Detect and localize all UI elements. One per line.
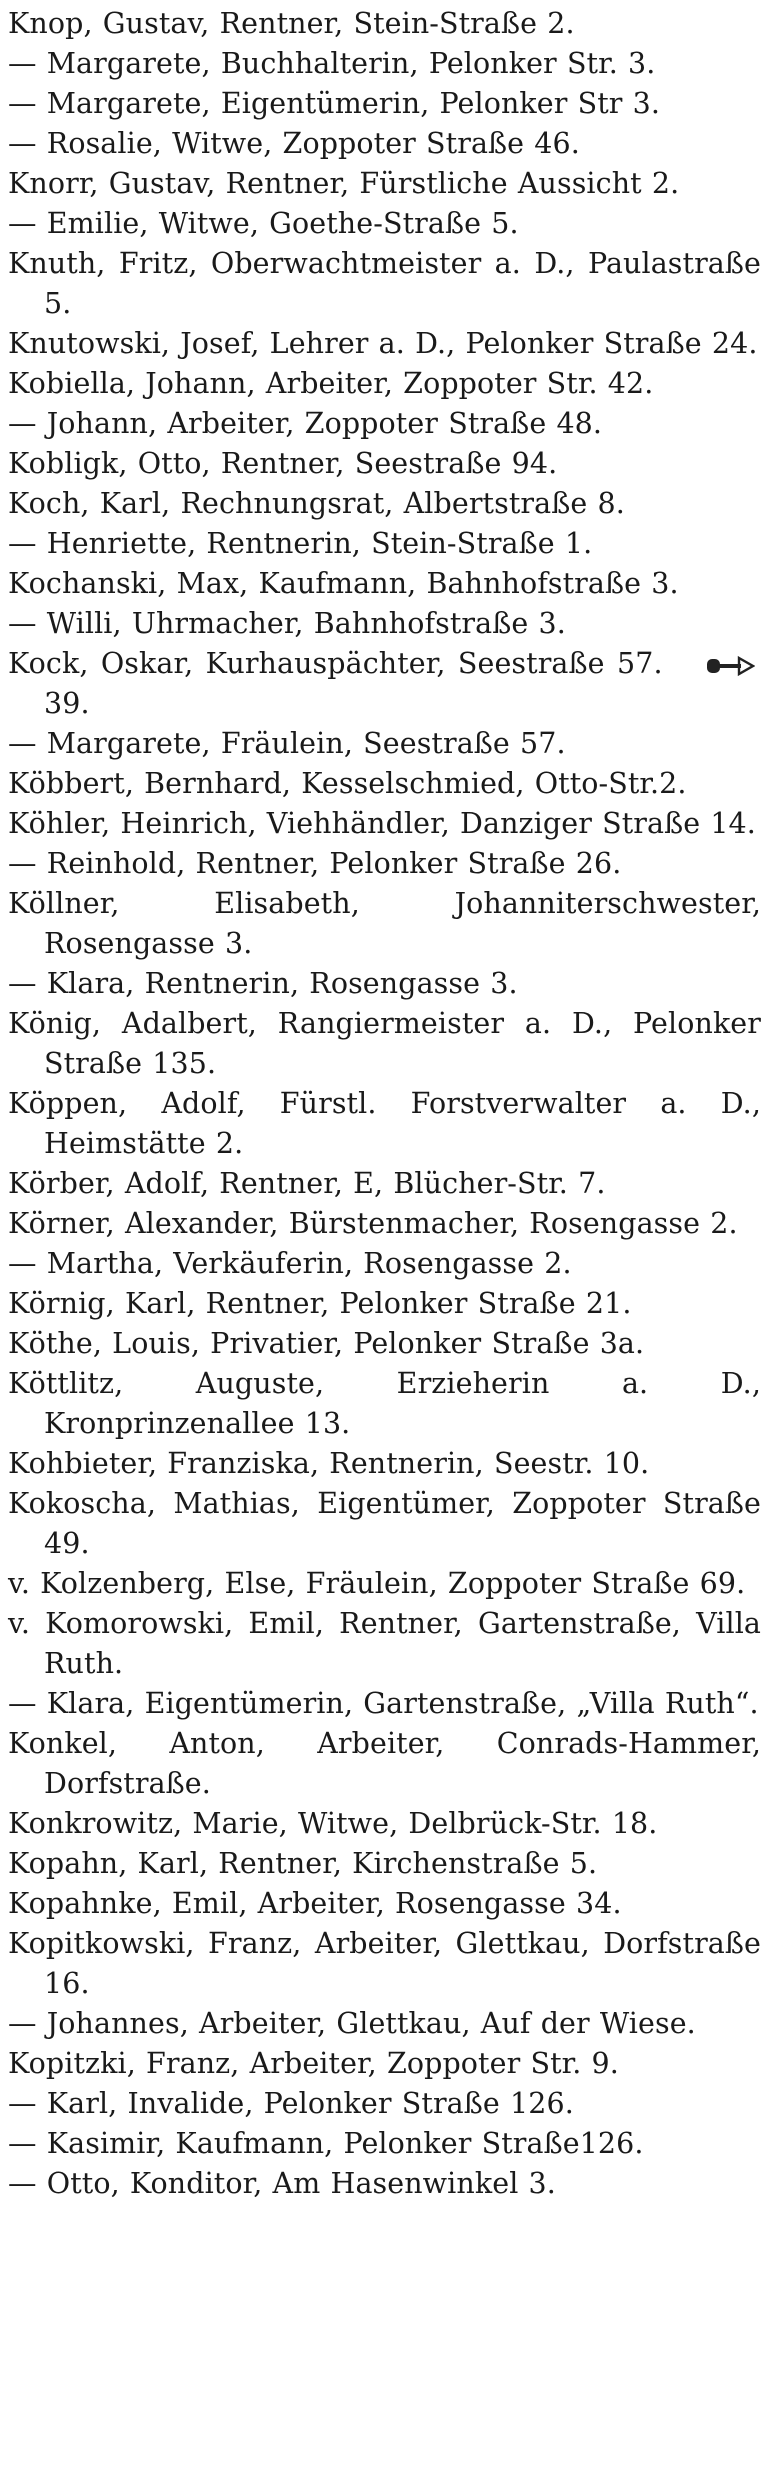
directory-entry: Körnig, Karl, Rentner, Pelonker Straße 21. — [8, 1287, 632, 1320]
phone-number: 39. — [44, 687, 90, 720]
directory-entry: Köbbert, Bernhard, Kesselschmied, Otto-Str.2. — [8, 767, 687, 800]
directory-entry: Kokoscha, Mathias, Eigentümer, Zoppoter Straße 49. — [8, 1487, 761, 1560]
telephone-icon — [705, 655, 755, 677]
directory-entry: Knutowski, Josef, Lehrer a. D., Pelonker Straße 24. — [8, 327, 758, 360]
directory-entry: König, Adalbert, Rangiermeister a. D., Pelonker Straße 135. — [8, 1007, 761, 1080]
directory-entry: — Klara, Eigentümerin, Gartenstraße, „Villa Ruth“. — [8, 1687, 759, 1720]
directory-entry: Konkrowitz, Marie, Witwe, Delbrück-Str. 18. — [8, 1807, 658, 1840]
directory-entry: Kopitkowski, Franz, Arbeiter, Glettkau, Dorfstraße 16. — [8, 1927, 761, 2000]
directory-entry-list — [8, 4, 761, 2204]
directory-entry: Kopahn, Karl, Rentner, Kirchenstraße 5. — [8, 1847, 598, 1880]
directory-entry: — Margarete, Fräulein, Seestraße 57. — [8, 727, 566, 760]
directory-entry: Köthe, Louis, Privatier, Pelonker Straße 3a. — [8, 1327, 645, 1360]
directory-entry: — Kasimir, Kaufmann, Pelonker Straße126. — [8, 2127, 644, 2160]
directory-entry: — Johannes, Arbeiter, Glettkau, Auf der Wiese. — [8, 2007, 696, 2040]
directory-entry: — Henriette, Rentnerin, Stein-Straße 1. — [8, 527, 593, 560]
directory-entry: Koch, Karl, Rechnungsrat, Albertstraße 8. — [8, 487, 625, 520]
directory-entry: Kopitzki, Franz, Arbeiter, Zoppoter Str. 9. — [8, 2047, 619, 2080]
directory-entry: Kopahnke, Emil, Arbeiter, Rosengasse 34. — [8, 1887, 622, 1920]
directory-entry: Knuth, Fritz, Oberwachtmeister a. D., Paulastraße 5. — [8, 247, 761, 320]
directory-entry: Konkel, Anton, Arbeiter, Conrads-Hammer, Dorfstraße. — [8, 1727, 761, 1800]
directory-entry: Köllner, Elisabeth, Johanniterschwester, Rosengasse 3. — [8, 887, 761, 960]
directory-entry: Körber, Adolf, Rentner, E, Blücher-Str. 7. — [8, 1167, 606, 1200]
directory-entry: Köppen, Adolf, Fürstl. Forstverwalter a. D., Heimstätte 2. — [8, 1087, 761, 1160]
directory-entry: — Reinhold, Rentner, Pelonker Straße 26. — [8, 847, 622, 880]
directory-entry: v. Komorowski, Emil, Rentner, Gartenstraße, Villa Ruth. — [8, 1607, 761, 1680]
entry-text: Kock, Oskar, Kurhauspächter, Seestraße 57. — [8, 647, 663, 680]
directory-entry: Knop, Gustav, Rentner, Stein-Straße 2. — [8, 7, 575, 40]
directory-entry: Kochanski, Max, Kaufmann, Bahnhofstraße 3. — [8, 567, 679, 600]
directory-entry: Köhler, Heinrich, Viehhändler, Danziger Straße 14. — [8, 807, 756, 840]
directory-entry: v. Kolzenberg, Else, Fräulein, Zoppoter Straße 69. — [8, 1567, 746, 1600]
directory-entry: Köttlitz, Auguste, Erzieherin a. D., Kronprinzenallee 13. — [8, 1367, 761, 1440]
directory-entry: Kohbieter, Franziska, Rentnerin, Seestr. 10. — [8, 1447, 650, 1480]
directory-entry: — Klara, Rentnerin, Rosengasse 3. — [8, 967, 518, 1000]
directory-entry: — Rosalie, Witwe, Zoppoter Straße 46. — [8, 127, 580, 160]
directory-entry: — Margarete, Eigentümerin, Pelonker Str 3. — [8, 87, 661, 120]
directory-entry: — Johann, Arbeiter, Zoppoter Straße 48. — [8, 407, 603, 440]
directory-entry: — Karl, Invalide, Pelonker Straße 126. — [8, 2087, 574, 2120]
directory-entry: — Willi, Uhrmacher, Bahnhofstraße 3. — [8, 607, 566, 640]
directory-entry: Knorr, Gustav, Rentner, Fürstliche Aussicht 2. — [8, 167, 680, 200]
directory-entry: Körner, Alexander, Bürstenmacher, Rosengasse 2. — [8, 1207, 738, 1240]
directory-entry: Kobligk, Otto, Rentner, Seestraße 94. — [8, 447, 558, 480]
directory-entry — [8, 644, 761, 724]
directory-entry: — Margarete, Buchhalterin, Pelonker Str. 3. — [8, 47, 656, 80]
directory-entry: — Emilie, Witwe, Goethe-Straße 5. — [8, 207, 519, 240]
directory-entry: — Martha, Verkäuferin, Rosengasse 2. — [8, 1247, 572, 1280]
directory-entry: — Otto, Konditor, Am Hasenwinkel 3. — [8, 2167, 556, 2200]
directory-entry: Kobiella, Johann, Arbeiter, Zoppoter Str. 42. — [8, 367, 654, 400]
